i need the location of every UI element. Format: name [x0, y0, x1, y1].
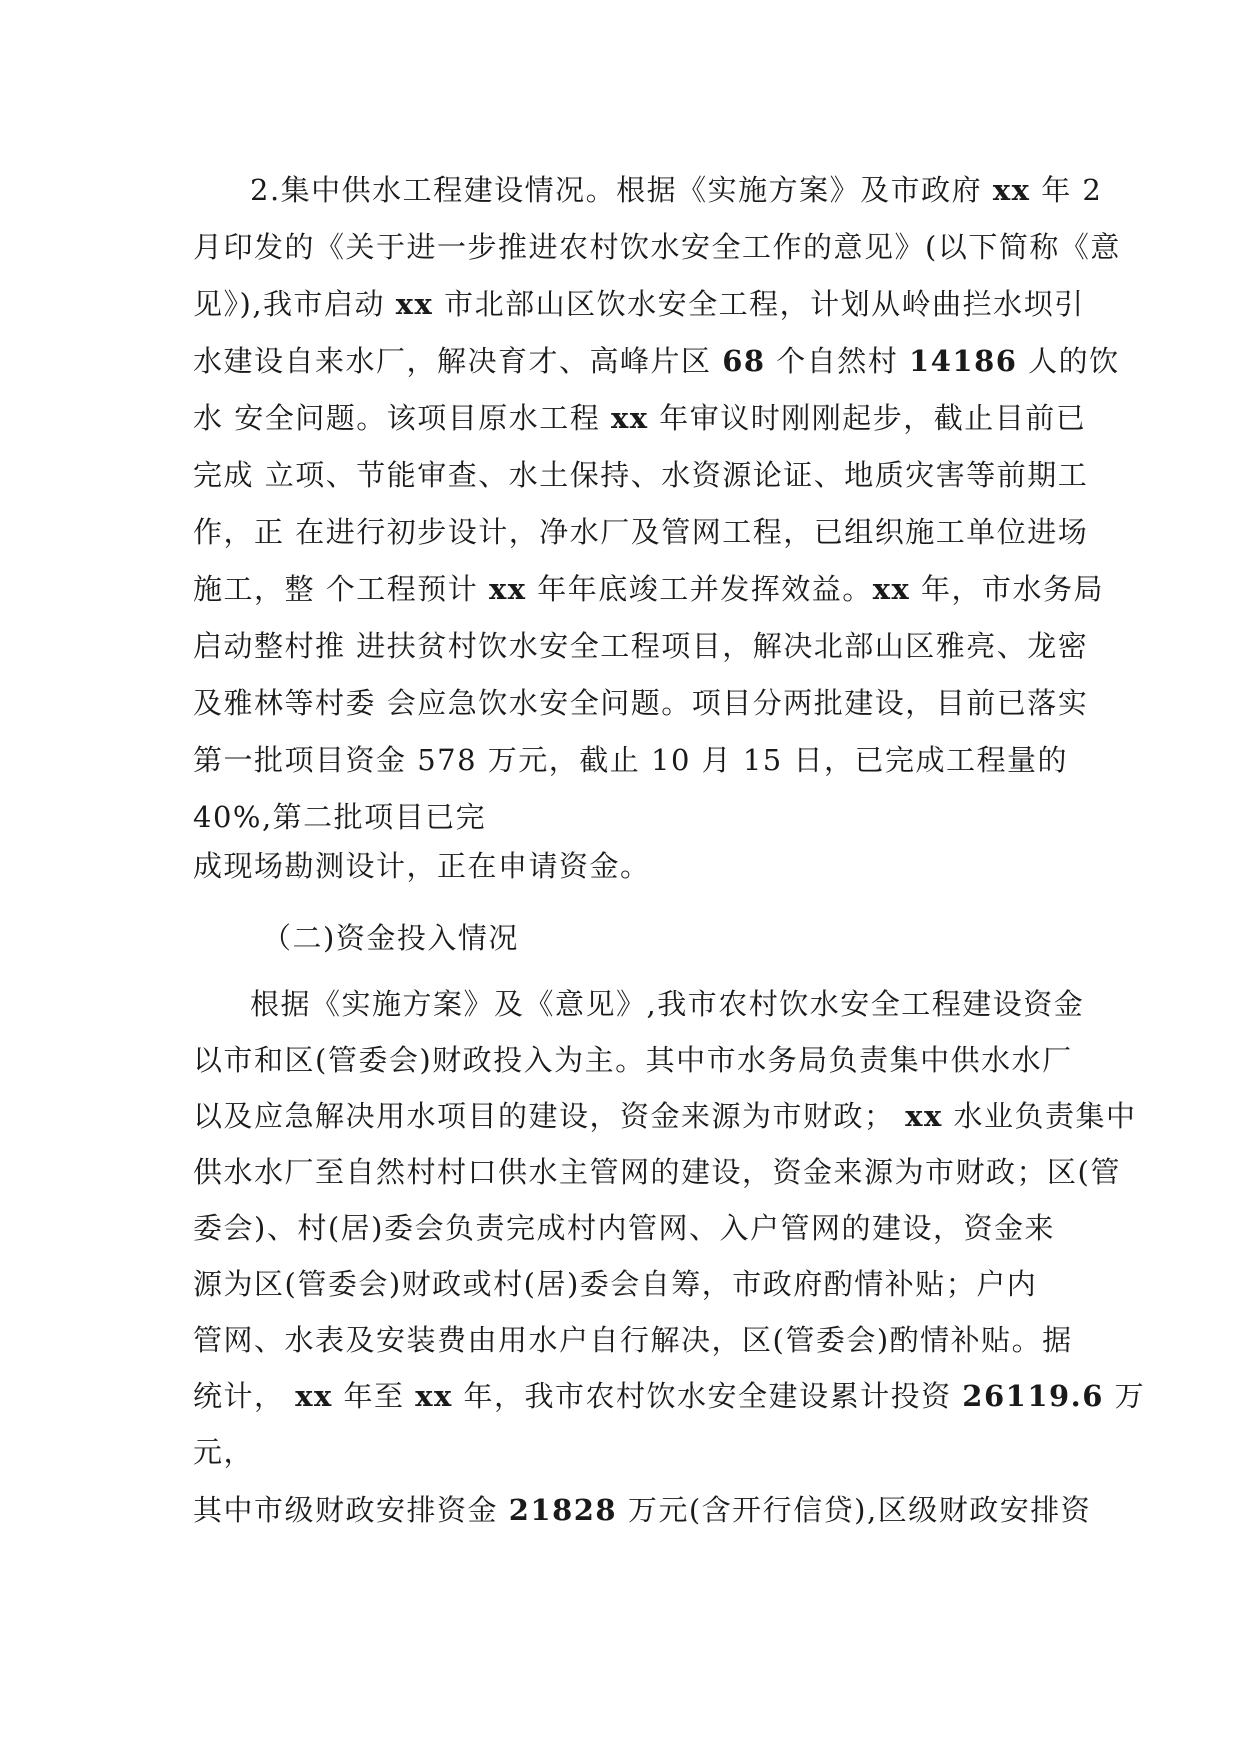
- paragraph-line: 供水水厂至自然村村口供水主管网的建设，资金来源为市财政；区(管: [193, 1155, 1121, 1189]
- paragraph-line: 水建设自来水厂，解决育才、高峰片区 68 个自然村 14186 人的饮: [193, 344, 1120, 378]
- paragraph-line: 及雅林等村委 会应急饮水安全问题。项目分两批建设，目前已落实: [193, 686, 1089, 720]
- paragraph-line: 委会)、村(居)委会负责完成村内管网、入户管网的建设，资金来: [193, 1211, 1055, 1245]
- paragraph-line: 成现场勘测设计，正在申请资金。: [193, 849, 651, 883]
- paragraph-line: 统计， xx 年至 xx 年，我市农村饮水安全建设累计投资 26119.6 万: [193, 1379, 1146, 1413]
- section-heading: （二)资金投入情况: [262, 921, 519, 955]
- paragraph-line: 以市和区(管委会)财政投入为主。其中市水务局负责集中供水水厂: [193, 1043, 1073, 1077]
- paragraph-line: 元，: [193, 1435, 255, 1469]
- paragraph-line: 以及应急解决用水项目的建设，资金来源为市财政； xx 水业负责集中: [193, 1099, 1137, 1133]
- paragraph-line: 启动整村推 进扶贫村饮水安全工程项目，解决北部山区雅亮、龙密: [193, 629, 1089, 663]
- paragraph-line: 根据《实施方案》及《意见》,我市农村饮水安全工程建设资金: [250, 987, 1085, 1021]
- paragraph-line: 完成 立项、节能审查、水土保持、水资源论证、地质灾害等前期工: [193, 458, 1089, 492]
- paragraph-line: 管网、水表及安装费由用水户自行解决，区(管委会)酌情补贴。据: [193, 1323, 1073, 1357]
- paragraph-line: 第一批项目资金 578 万元，截止 10 月 15 日，已完成工程量的: [193, 743, 1068, 777]
- paragraph-line: 40%,第二批项目已完: [193, 800, 487, 834]
- paragraph-line: 月印发的《关于进一步推进农村饮水安全工作的意见》(以下简称《意: [193, 230, 1121, 264]
- paragraph-line: 施工，整 个工程预计 xx 年年底竣工并发挥效益。xx 年，市水务局: [193, 572, 1105, 606]
- paragraph-line: 源为区(管委会)财政或村(居)委会自筹，市政府酌情补贴；户内: [193, 1267, 1038, 1301]
- paragraph-line: 作，正 在进行初步设计，净水厂及管网工程，已组织施工单位进场: [193, 515, 1089, 549]
- paragraph-line: 其中市级财政安排资金 21828 万元(含开行信贷),区级财政安排资: [193, 1493, 1092, 1527]
- paragraph-line: 水 安全问题。该项目原水工程 xx 年审议时刚刚起步，截止目前已: [193, 401, 1087, 435]
- paragraph-line: 2.集中供水工程建设情况。根据《实施方案》及市政府 xx 年 2: [250, 173, 1103, 207]
- paragraph-line: 见》),我市启动 xx 市北部山区饮水安全工程，计划从岭曲拦水坝引: [193, 287, 1085, 321]
